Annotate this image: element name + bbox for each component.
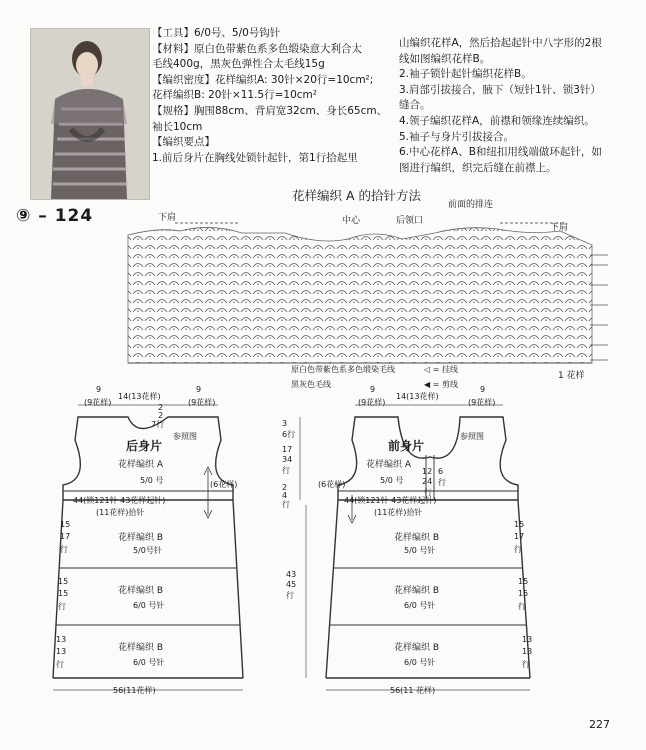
front-total-rows-b: 45 xyxy=(286,580,297,589)
back-row1b: 17 xyxy=(60,532,71,541)
step-line: 4.领子编织花样A，前襟和领缘连续编织。 xyxy=(399,114,595,127)
label-center: 中心 xyxy=(342,216,361,226)
front-dim-left-7: 4 xyxy=(282,491,288,500)
front-total-rows: 43 xyxy=(286,570,297,579)
back-left-top: 9 xyxy=(96,385,102,394)
back-neck-row: 7行 xyxy=(151,420,165,429)
stitch-chart-graphic xyxy=(120,205,620,380)
intro-line: 【工具】6/0号、5/0号钩针 xyxy=(152,27,281,39)
back-row3c: 行 xyxy=(56,660,64,669)
back-left-top-sub: (9花样) xyxy=(84,398,112,407)
front-ref: 参照图 xyxy=(460,432,484,441)
chart-title: 花样编织 A 的拾针方法 xyxy=(292,188,421,203)
front-left-top-sub: (9花样) xyxy=(358,398,386,407)
intro-line: 【材料】原白色带紫色系多色缎染意大利合太 xyxy=(152,42,362,55)
step-line: 山编织花样A，然后拾起起针中八字形的2根 xyxy=(399,37,602,49)
steps-text xyxy=(399,36,631,176)
back-needle-b1: 5/0号针 xyxy=(133,546,162,555)
front-dim-left-8: 行 xyxy=(282,500,290,509)
front-pattern-b3: 花样编织 B xyxy=(394,643,440,653)
front-row2c: 行 xyxy=(518,602,526,611)
step-line: 图进行编织，织完后缝在前襟上。 xyxy=(399,161,557,174)
front-pickup: (11花样)拾针 xyxy=(374,508,423,517)
front-title: 前身片 xyxy=(388,439,425,453)
label-front-row: 前面的排连 xyxy=(448,200,494,210)
intro-line: 毛线400g，黑灰色弹性合太毛线15g xyxy=(152,58,325,71)
front-top-dim: 14(13花样) xyxy=(396,392,439,401)
front-dim-mid-1: 12 xyxy=(422,467,433,476)
back-right-top-sub: (9花样) xyxy=(188,398,216,407)
back-row3: 13 xyxy=(56,635,67,644)
back-ref: 参照图 xyxy=(173,432,197,441)
back-needle-b3: 6/0 号针 xyxy=(133,658,165,667)
front-pattern-b2: 花样编织 B xyxy=(394,586,440,596)
front-dim-left-5: 行 xyxy=(282,466,290,475)
step-line: 6.中心花样A、B和纽扣用线端做环起针，如 xyxy=(399,146,602,159)
model-photo xyxy=(30,28,150,200)
label-shoulder-right: 下肩 xyxy=(550,223,569,233)
front-dim-left-1: 3 xyxy=(282,419,288,428)
front-needle-b3: 6/0 号针 xyxy=(404,658,436,667)
front-row2: 15 xyxy=(518,577,529,586)
back-row3b: 13 xyxy=(56,647,67,656)
front-needle-b2: 6/0 号针 xyxy=(404,601,436,610)
front-right-top-sub: (9花样) xyxy=(468,398,496,407)
legend-yarn-1-symbol: ◁ = 挂线 xyxy=(424,365,458,374)
intro-line: 花样编织B: 20针×11.5行=10cm² xyxy=(152,89,317,102)
step-line: 缝合。 xyxy=(399,99,431,112)
front-dim-left-4: 34 xyxy=(282,455,293,464)
front-row1: 15 xyxy=(514,520,525,529)
front-dim-mid-2: 24 xyxy=(422,477,433,486)
legend-yarn-1: 原白色带紫色系多色缎染毛线 xyxy=(291,365,395,374)
back-row2b: 15 xyxy=(58,589,69,598)
page-number: 227 xyxy=(589,718,610,731)
back-right-top: 9 xyxy=(196,385,202,394)
intro-line: 【编织要点】 xyxy=(152,136,215,149)
back-neck: 2 xyxy=(158,403,164,412)
front-dim-left-6: 2 xyxy=(282,483,288,492)
front-row3c: 行 xyxy=(522,660,530,669)
intro-line: 1.前后身片在胸线处锁针起针，第1行拾起里 xyxy=(152,151,358,164)
legend-yarn-2: 黑灰色毛线 xyxy=(291,380,331,389)
model-illustration xyxy=(31,29,149,199)
front-dim-left-2: 6行 xyxy=(282,430,296,439)
back-pickup: (11花样)拾针 xyxy=(96,508,145,517)
pattern-unit: 1 花样 xyxy=(558,371,585,381)
back-pattern-b3: 花样编织 B xyxy=(118,643,164,653)
back-pattern-a: 花样编织 A xyxy=(118,460,164,470)
front-row2b: 15 xyxy=(518,589,529,598)
intro-text xyxy=(152,26,388,166)
label-shoulder-left: 下肩 xyxy=(158,213,177,223)
back-title: 后身片 xyxy=(126,439,163,453)
back-chest-line: 44(锁121针 43花样起针) xyxy=(73,496,166,505)
back-row1c: 行 xyxy=(60,545,68,554)
front-dim-left-3: 17 xyxy=(282,445,293,454)
front-left-top: 9 xyxy=(370,385,376,394)
section-id: ⑨ – 124 xyxy=(16,206,94,226)
back-needle-b2: 6/0 号针 xyxy=(133,601,165,610)
front-row1c: 行 xyxy=(514,545,522,554)
front-needle-b1: 5/0 号针 xyxy=(404,546,436,555)
front-row3b: 13 xyxy=(522,647,533,656)
intro-line: 【编织密度】花样编织A: 30针×20行=10cm²; xyxy=(152,73,374,86)
back-hem: 56(11花样) xyxy=(113,686,156,695)
back-row1: 15 xyxy=(60,520,71,529)
label-back-neck: 后领口 xyxy=(396,216,424,226)
front-dim-right-2: 行 xyxy=(438,478,446,487)
back-neck-sub: 2 xyxy=(158,411,164,420)
step-line: 2.袖子锁针起针编织花样B。 xyxy=(399,68,532,81)
legend-yarn-2-symbol: ◀ = 剪线 xyxy=(424,380,458,389)
front-pattern-a: 花样编织 A xyxy=(366,460,412,470)
front-needle-a: 5/0 号 xyxy=(380,476,404,485)
back-side-label: (6花样) xyxy=(210,480,238,489)
front-row3: 13 xyxy=(522,635,533,644)
back-top-dim: 14(13花样) xyxy=(118,392,161,401)
front-schematic xyxy=(278,385,578,705)
front-dim-right-1: 6 xyxy=(438,467,444,476)
back-row2: 15 xyxy=(58,577,69,586)
back-pattern-b2: 花样编织 B xyxy=(118,586,164,596)
front-dim-mid-3: 行 xyxy=(424,488,432,497)
front-hem: 56(11 花样) xyxy=(390,686,436,695)
front-right-top: 9 xyxy=(480,385,486,394)
stitch-chart xyxy=(120,200,620,381)
back-needle-a: 5/0 号 xyxy=(140,476,164,485)
front-row1b: 17 xyxy=(514,532,525,541)
intro-line: 袖长10cm xyxy=(152,120,203,133)
front-total-rows-c: 行 xyxy=(286,591,294,600)
step-line: 5.袖子与身片引拔接合。 xyxy=(399,130,515,143)
step-line: 线如图编织花样B。 xyxy=(399,52,491,65)
front-chest-line: 44(锁121针 43花样起针) xyxy=(344,496,437,505)
intro-line: 【规格】胸围88cm、背肩宽32cm、身长65cm、 xyxy=(152,104,388,117)
front-side-label: (6花样) xyxy=(318,480,346,489)
step-line: 3.肩部引拔接合，腋下（短针1针、锁3针） xyxy=(399,83,601,96)
back-schematic xyxy=(18,385,258,705)
back-pattern-b1: 花样编织 B xyxy=(118,533,164,543)
back-row2c: 行 xyxy=(58,602,66,611)
front-pattern-b1: 花样编织 B xyxy=(394,533,440,543)
